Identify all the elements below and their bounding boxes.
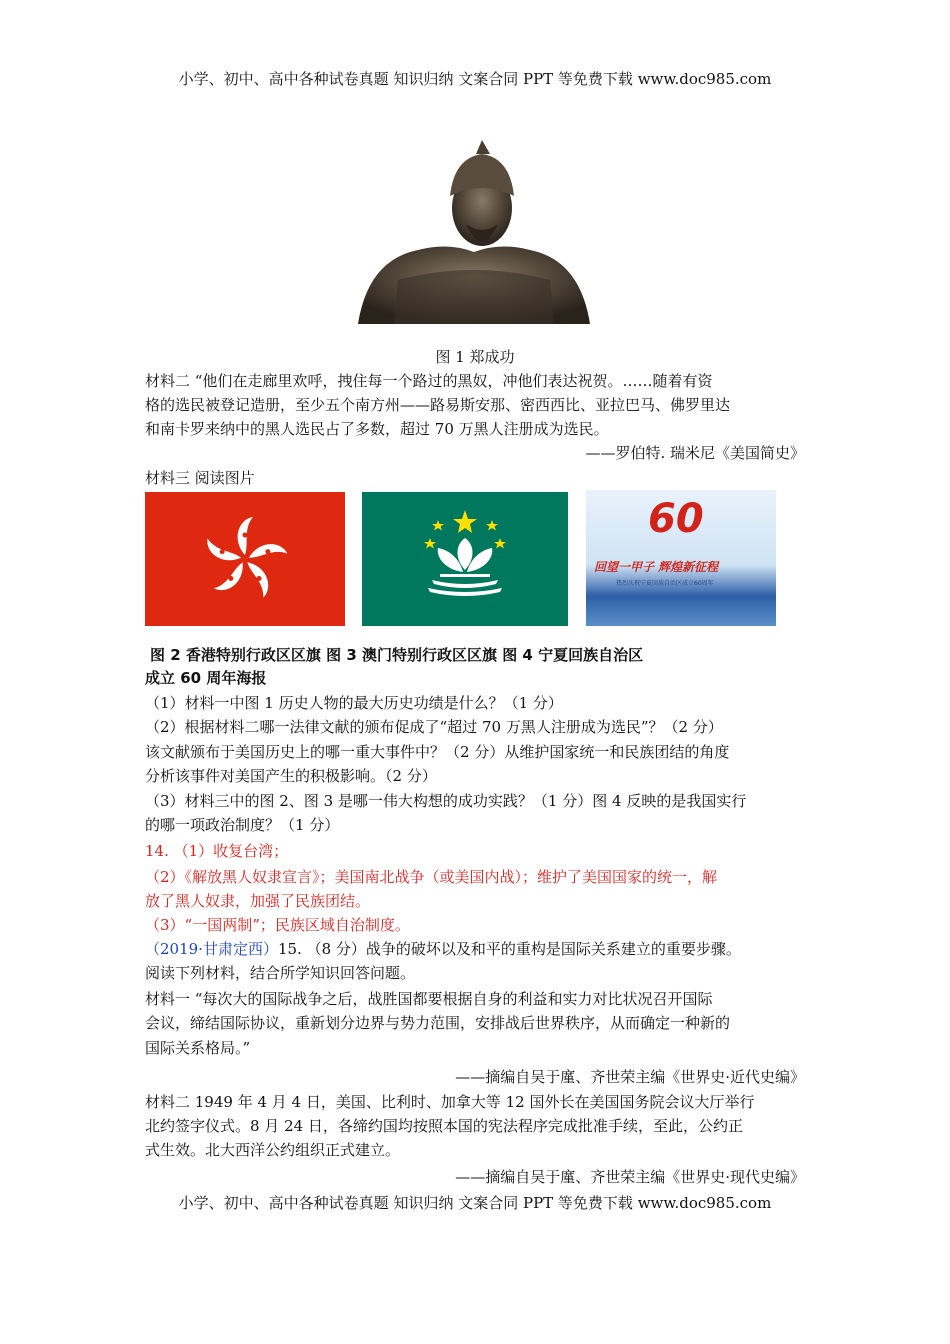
figure-captions-line2: 成立 60 周年海报 <box>145 669 267 687</box>
question15-stem: 15. （8 分）战争的破坏以及和平的重构是国际关系建立的重要步骤。 <box>277 940 741 958</box>
answer-line: 14. （1）收复台湾； <box>145 842 289 860</box>
material2-line: 格的选民被登记造册，至少五个南方州——路易斯安那、密西西比、亚拉巴马、佛罗里达 <box>145 396 731 414</box>
material2-line: 和南卡罗来纳中的黑人选民占了多数，超过 70 万黑人注册成为选民。 <box>145 420 609 438</box>
figure1-caption: 图 1 郑成功 <box>435 348 515 366</box>
figure-captions-line1: 图 2 香港特别行政区区旗 图 3 澳门特别行政区区旗 图 4 宁夏回族自治区 <box>150 646 644 664</box>
question-line: 分析该事件对美国产生的积极影响。（2 分） <box>145 767 437 785</box>
q15-material2-line: 材料二 1949 年 4 月 4 日，美国、比利时、加拿大等 12 国外长在美国国务院会议大厅举行 <box>145 1093 755 1111</box>
q15-material2-source: ——摘编自吴于廑、齐世荣主编《世界史·现代史编》 <box>455 1168 805 1186</box>
material2-source: ——罗伯特. 瑞米尼《美国简史》 <box>585 444 805 462</box>
question-line: （1）材料一中图 1 历史人物的最大历史功绩是什么？（1 分） <box>145 694 563 712</box>
question15-head <box>145 938 741 960</box>
poster-slogan: 回望一甲子 辉煌新征程 <box>594 560 719 574</box>
material3-label: 材料三 阅读图片 <box>145 469 255 487</box>
question15-source-tag: （2019·甘肃定西） <box>145 940 278 958</box>
q15-material1-line: 会议，缔结国际协议，重新划分边界与势力范围，安排战后世界秩序，从而确定一种新的 <box>145 1014 731 1032</box>
page-footer: 小学、初中、高中各种试卷真题 知识归纳 文案合同 PPT 等免费下载 www.doc985.com <box>178 1194 772 1212</box>
question-line: （3）材料三中的图 2、图 3 是哪一伟大构想的成功实践？（1 分）图 4 反映的是我国实行 <box>145 792 747 810</box>
q15-material2-line: 式生效。北大西洋公约组织正式建立。 <box>145 1141 401 1159</box>
material2-line: 材料二 “他们在走廊里欢呼，拽住每一个路过的黑奴，冲他们表达祝贺。……随着有资 <box>145 372 713 390</box>
poster-60-number: 60 <box>648 496 704 542</box>
answer-line: （2）《解放黑人奴隶宣言》；美国南北战争（或美国内战）；维护了美国国家的统一，解 <box>145 868 718 886</box>
question-line: 的哪一项政治制度？（1 分） <box>145 816 340 834</box>
hong-kong-flag-image <box>145 492 345 626</box>
question15-line: 阅读下列材料，结合所学知识回答问题。 <box>145 964 416 982</box>
page-header: 小学、初中、高中各种试卷真题 知识归纳 文案合同 PPT 等免费下载 www.doc985.com <box>178 70 772 88</box>
q15-material1-line: 材料一 “每次大的国际战争之后，战胜国都要根据自身的利益和实力对比状况召开国际 <box>145 990 713 1008</box>
ningxia-60th-poster-image <box>586 490 776 626</box>
answer-line: （3）“一国两制”；民族区域自治制度。 <box>145 916 410 934</box>
zheng-chenggong-statue-image <box>358 140 590 324</box>
q15-material2-line: 北约签字仪式。8 月 24 日，各缔约国均按照本国的宪法程序完成批准手续，至此，公约正 <box>145 1117 743 1135</box>
question-line: 该文献颁布于美国历史上的哪一重大事件中？（2 分）从维护国家统一和民族团结的角度 <box>145 743 730 761</box>
poster-subtitle: 热烈庆祝宁夏回族自治区成立60周年 <box>616 580 714 587</box>
answer-line: 放了黑人奴隶，加强了民族团结。 <box>145 892 371 910</box>
q15-material1-line: 国际关系格局。” <box>145 1039 251 1057</box>
macau-flag-image <box>362 492 568 626</box>
question-line: （2）根据材料二哪一法律文献的颁布促成了“超过 70 万黑人注册成为选民”？（2 分） <box>145 718 723 736</box>
q15-material1-source: ——摘编自吴于廑、齐世荣主编《世界史·近代史编》 <box>455 1068 805 1086</box>
